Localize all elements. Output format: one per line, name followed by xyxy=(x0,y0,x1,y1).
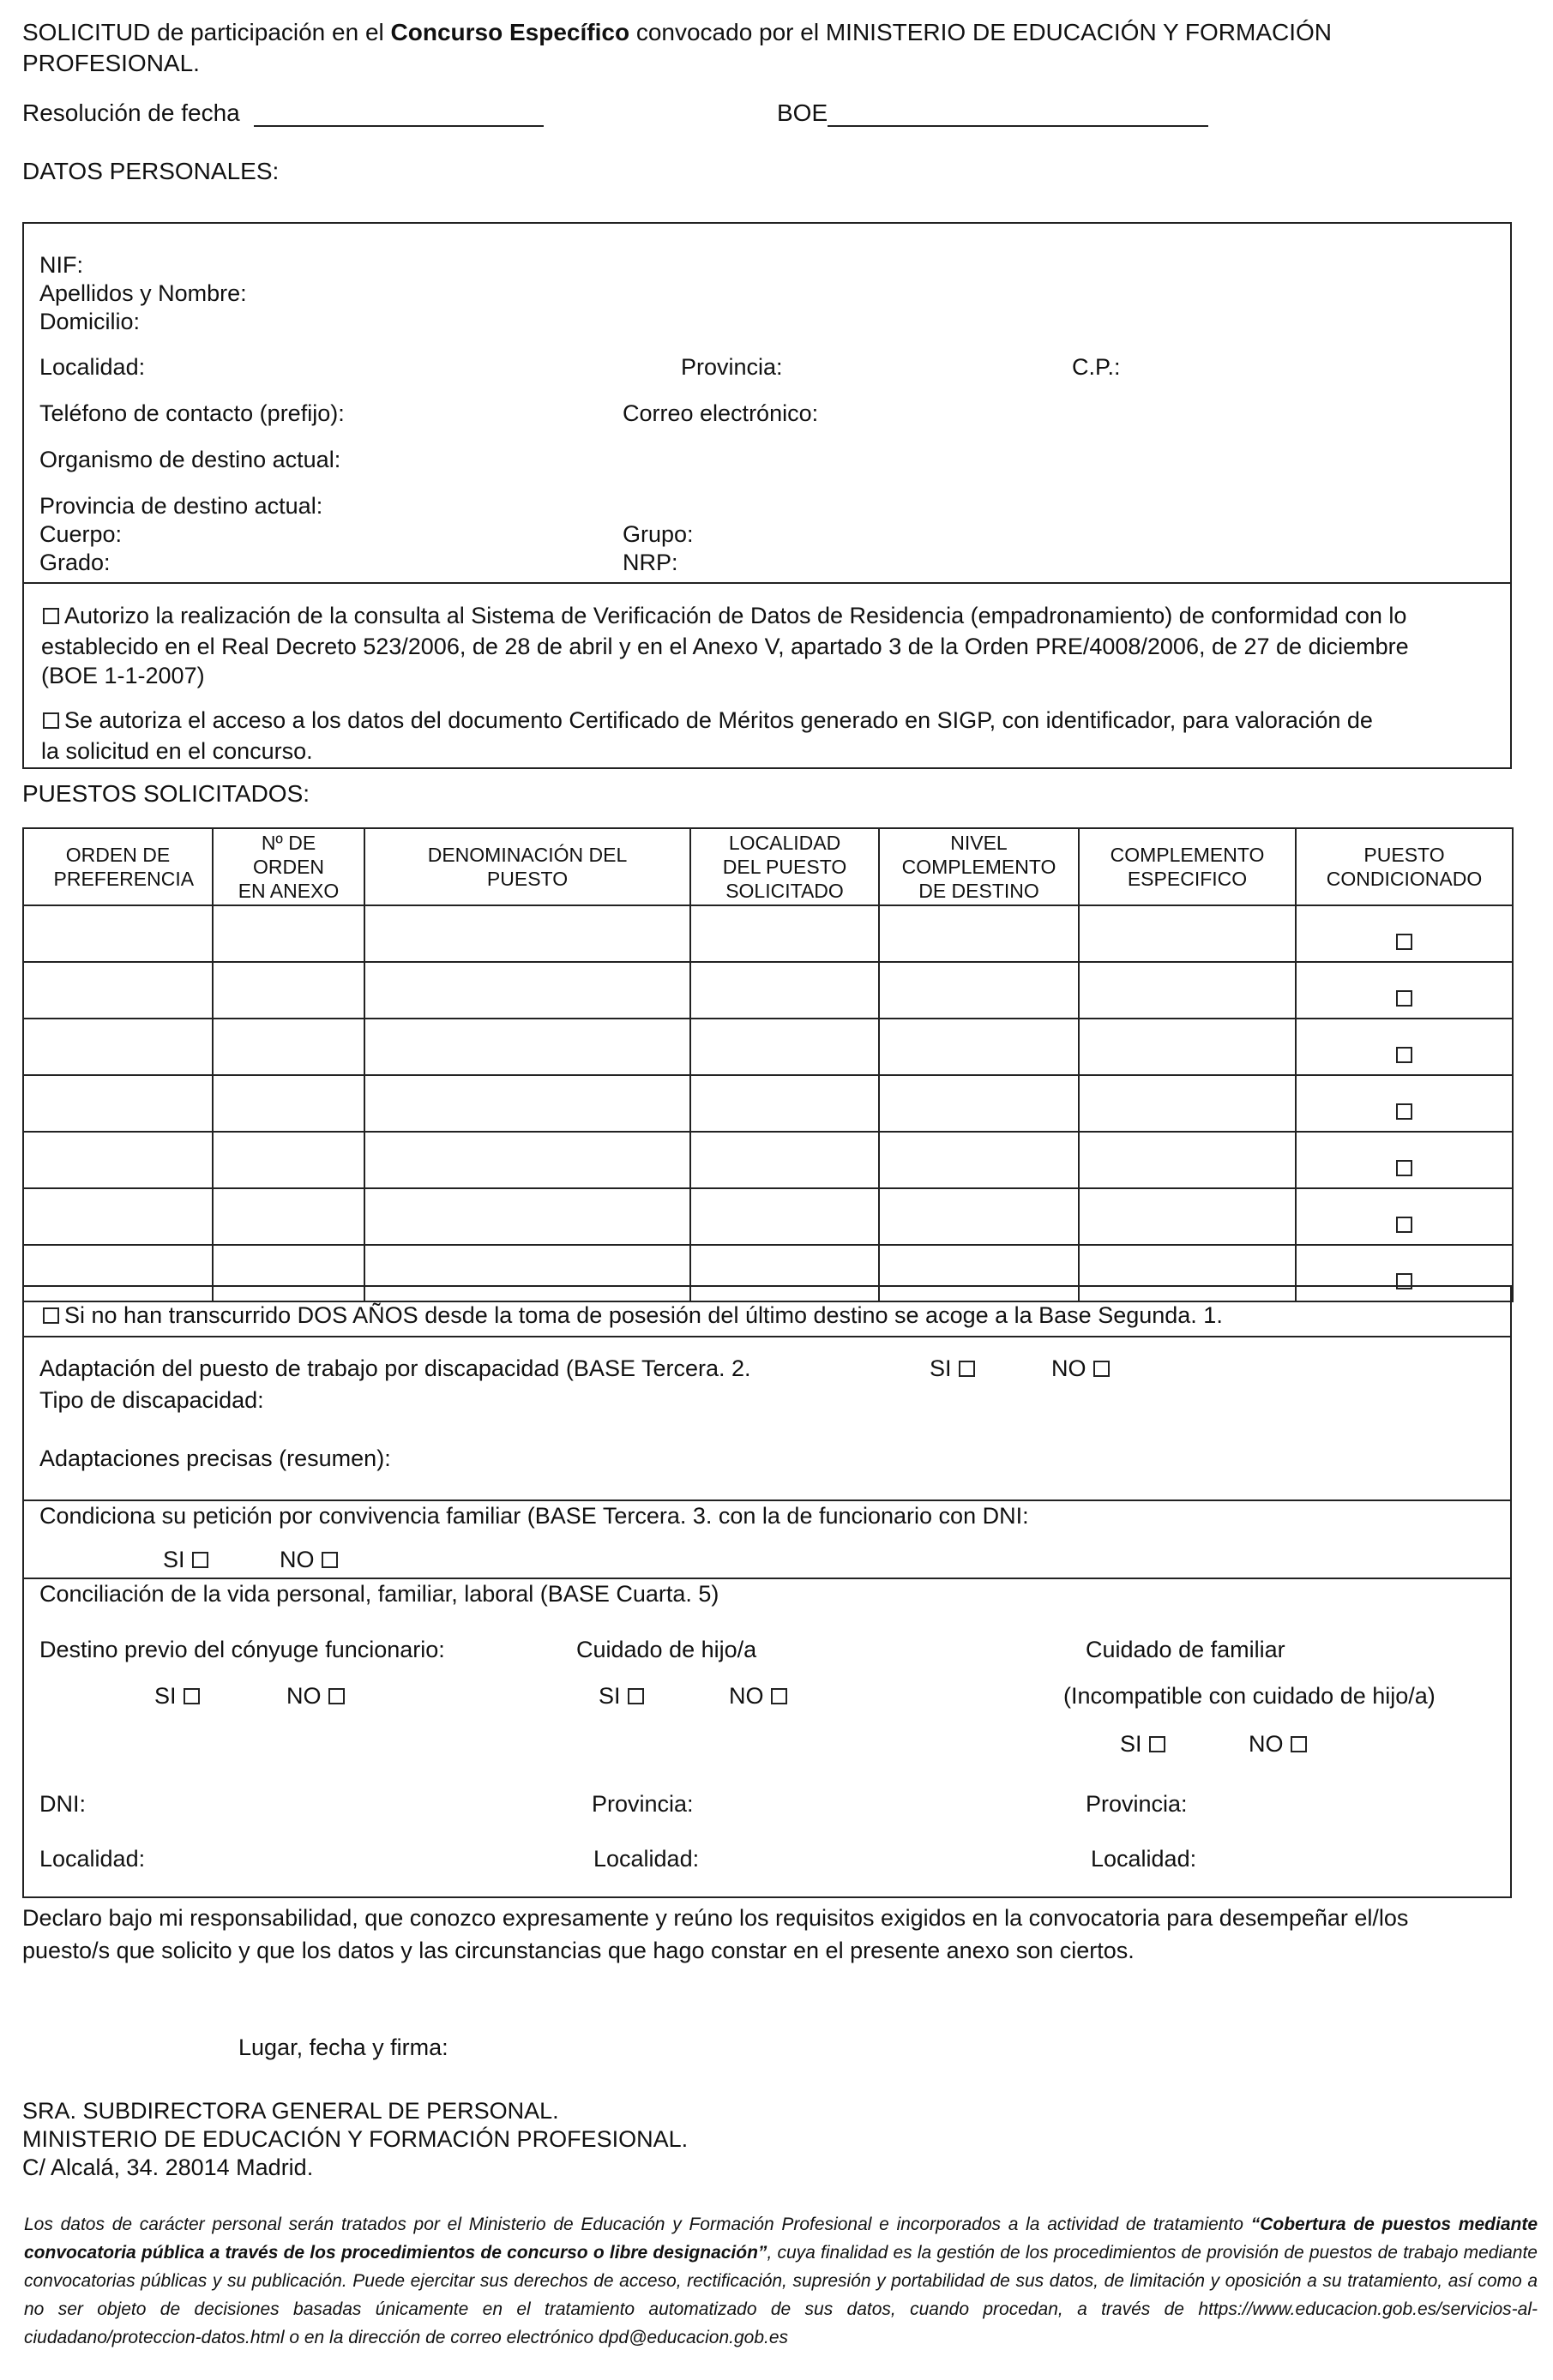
puestos-cell[interactable] xyxy=(364,905,690,962)
conyuge-si xyxy=(154,1682,200,1710)
footer-text-bold: “Cobertura de puestos mediante convocatoria pública a través de los procedimientos de concurso o libre designación” xyxy=(24,2215,1538,2263)
hijo-no-checkbox[interactable] xyxy=(771,1688,787,1704)
adaptacion-si xyxy=(930,1355,975,1382)
col-num-orden-anexo: Nº DE ORDEN EN ANEXO xyxy=(213,828,364,905)
adaptacion-divider xyxy=(22,1500,1512,1501)
puestos-row xyxy=(23,905,1513,962)
col-denominacion: DENOMINACIÓN DEL PUESTO xyxy=(364,828,690,905)
puestos-cell[interactable] xyxy=(879,1075,1079,1132)
puestos-cell[interactable] xyxy=(690,905,879,962)
puestos-cell[interactable] xyxy=(1079,905,1296,962)
puestos-row xyxy=(23,1019,1513,1075)
col-localidad-puesto: LOCALIDAD DEL PUESTO SOLICITADO xyxy=(690,828,879,905)
puestos-header-row xyxy=(23,828,1513,905)
puestos-cell[interactable] xyxy=(364,1132,690,1188)
puestos-cell[interactable] xyxy=(23,1019,213,1075)
boe-text: BOE xyxy=(777,99,828,126)
puestos-row xyxy=(23,1188,1513,1245)
resolucion-label xyxy=(22,99,544,127)
localidad-label[interactable]: Localidad: xyxy=(39,354,146,380)
puesto-condicionado-checkbox[interactable] xyxy=(1396,934,1412,950)
puestos-cell[interactable] xyxy=(1079,1132,1296,1188)
datos-personales-title: DATOS PERSONALES: xyxy=(22,158,280,184)
title-suffix: convocado por el MINISTERIO DE EDUCACIÓN Y FORMACIÓN xyxy=(629,19,1332,45)
col-puesto-condicionado: PUESTO CONDICIONADO xyxy=(1296,828,1513,905)
puestos-cell[interactable] xyxy=(23,905,213,962)
form-title-line2: PROFESIONAL. xyxy=(22,50,200,76)
convivencia-si xyxy=(163,1546,208,1573)
resolucion-fecha-field[interactable] xyxy=(254,103,544,127)
residencia-text-2: establecido en el Real Decreto 523/2006, de 28 de abril y en el Anexo V, apartado 3 de la Orden PRE/4008/2006, de 27 de diciembre xyxy=(41,634,1409,659)
puestos-cell[interactable] xyxy=(879,962,1079,1019)
puestos-table xyxy=(22,827,1514,1302)
incompatible-label: (Incompatible con cuidado de hijo/a) xyxy=(1063,1683,1436,1709)
conyuge-no-checkbox[interactable] xyxy=(328,1688,345,1704)
conyuge-no-label: NO xyxy=(286,1683,322,1709)
cp-label[interactable]: C.P.: xyxy=(1072,354,1121,380)
hijo-no-label: NO xyxy=(729,1683,764,1709)
provincia-destino-label[interactable]: Provincia de destino actual: xyxy=(39,493,323,519)
puestos-cell[interactable] xyxy=(690,962,879,1019)
lugar-fecha-firma[interactable]: Lugar, fecha y firma: xyxy=(238,2034,448,2060)
puestos-cell[interactable] xyxy=(690,1188,879,1245)
dos-anos-text: Si no han transcurrido DOS AÑOS desde la toma de posesión del último destino se acoge a la Base Segunda. 1. xyxy=(64,1302,1223,1328)
convivencia-si-label: SI xyxy=(163,1547,185,1572)
hijo-si xyxy=(599,1682,644,1710)
puestos-cell[interactable] xyxy=(690,1132,879,1188)
puestos-title: PUESTOS SOLICITADOS: xyxy=(22,780,310,807)
otros-box xyxy=(22,1336,1512,1898)
destino-conyuge-label: Destino previo del cónyuge funcionario: xyxy=(39,1637,445,1662)
footer-text-1: Los datos de carácter personal serán tratados por el Ministerio de Educación y Formación Profesional e incorporados a la actividad de tratamiento xyxy=(24,2215,1251,2234)
residencia-text-3: (BOE 1-1-2007) xyxy=(41,663,205,688)
puesto-condicionado-checkbox[interactable] xyxy=(1396,1160,1412,1176)
hijo-localidad-label[interactable]: Localidad: xyxy=(593,1846,700,1872)
puestos-body xyxy=(23,905,1513,1301)
cuidado-familiar-label: Cuidado de familiar xyxy=(1086,1637,1285,1662)
puesto-condicionado-checkbox[interactable] xyxy=(1396,1103,1412,1120)
grupo-label[interactable]: Grupo: xyxy=(623,521,694,547)
familiar-si xyxy=(1120,1730,1165,1758)
convivencia-no xyxy=(280,1546,338,1573)
puestos-cell[interactable] xyxy=(690,1019,879,1075)
nrp-label[interactable]: NRP: xyxy=(623,550,678,575)
puestos-cell[interactable] xyxy=(213,1075,364,1132)
meritos-text-1: Se autoriza el acceso a los datos del documento Certificado de Méritos generado en SIGP, con identificador, para valoración de xyxy=(64,707,1373,733)
adaptacion-no-checkbox[interactable] xyxy=(1093,1361,1110,1377)
puestos-cell[interactable] xyxy=(1079,1019,1296,1075)
proteccion-datos-footer xyxy=(24,2210,1538,2352)
puesto-condicionado-cell[interactable] xyxy=(1296,1132,1513,1188)
convivencia-label: Condiciona su petición por convivencia familiar (BASE Tercera. 3. con la de funcionario con DNI: xyxy=(39,1503,1029,1529)
familiar-no xyxy=(1249,1730,1307,1758)
adaptacion-label: Adaptación del puesto de trabajo por discapacidad (BASE Tercera. 2. xyxy=(39,1355,751,1381)
puestos-cell[interactable] xyxy=(1079,1188,1296,1245)
familiar-no-label: NO xyxy=(1249,1731,1284,1757)
conciliacion-label: Conciliación de la vida personal, familiar, laboral (BASE Cuarta. 5) xyxy=(39,1581,719,1607)
destinatario-line-1: SRA. SUBDIRECTORA GENERAL DE PERSONAL. xyxy=(22,2098,559,2124)
organismo-label[interactable]: Organismo de destino actual: xyxy=(39,447,341,472)
puestos-cell[interactable] xyxy=(23,1132,213,1188)
puesto-condicionado-cell[interactable] xyxy=(1296,1075,1513,1132)
familiar-si-label: SI xyxy=(1120,1731,1142,1757)
dni-label[interactable]: DNI: xyxy=(39,1791,86,1817)
puestos-cell[interactable] xyxy=(364,1188,690,1245)
boe-label xyxy=(777,99,1208,127)
hijo-si-checkbox[interactable] xyxy=(628,1688,644,1704)
meritos-text-2: la solicitud en el concurso. xyxy=(41,738,313,764)
puestos-cell[interactable] xyxy=(364,1075,690,1132)
title-prefix: SOLICITUD de participación en el xyxy=(22,19,391,45)
title-bold: Concurso Específico xyxy=(390,19,630,45)
puestos-cell[interactable] xyxy=(1079,962,1296,1019)
puestos-cell[interactable] xyxy=(879,1019,1079,1075)
destinatario-line-2: MINISTERIO DE EDUCACIÓN Y FORMACIÓN PROFESIONAL. xyxy=(22,2126,689,2152)
puestos-cell[interactable] xyxy=(879,1188,1079,1245)
puestos-row xyxy=(23,1075,1513,1132)
puestos-row xyxy=(23,1132,1513,1188)
footer-text-2: , cuya finalidad es la gestión de los procedimientos de provisión de puestos de trabajo mediante convocatorias públicas y su publicación. Puede ejercitar sus derechos de acceso, rectificación, supresión y portabilidad de sus datos, de limitación y oposición a su tratamiento, así como a no ser objeto de decisiones basadas únicamente en el tratamiento automatizado de sus datos, cuando procedan, a través de https://www.educacion.gob.es/servicios-al-ciudadano/proteccion-datos.html o en la dirección de correo electrónico dpd@educacion.gob.es xyxy=(24,2243,1538,2347)
conyuge-provincia-label[interactable]: Provincia: xyxy=(592,1791,694,1817)
puesto-condicionado-cell[interactable] xyxy=(1296,1188,1513,1245)
residencia-checkbox[interactable] xyxy=(43,608,59,624)
familiar-si-checkbox[interactable] xyxy=(1149,1736,1165,1752)
cuerpo-label[interactable]: Cuerpo: xyxy=(39,521,123,547)
puestos-cell[interactable] xyxy=(364,1019,690,1075)
hijo-si-label: SI xyxy=(599,1683,621,1709)
convivencia-no-label: NO xyxy=(280,1547,315,1572)
resolucion-text: Resolución de fecha xyxy=(22,99,240,126)
conyuge-si-checkbox[interactable] xyxy=(184,1688,200,1704)
puestos-cell[interactable] xyxy=(879,905,1079,962)
puesto-condicionado-checkbox[interactable] xyxy=(1396,990,1412,1007)
adaptacion-si-checkbox[interactable] xyxy=(959,1361,975,1377)
declaracion-text-2: puesto/s que solicito y que los datos y las circunstancias que hago constar en el presente anexo son ciertos. xyxy=(22,1938,1135,1963)
provincia-label[interactable]: Provincia: xyxy=(681,354,783,380)
conyuge-no xyxy=(286,1682,345,1710)
hijo-no xyxy=(729,1682,787,1710)
boe-field[interactable] xyxy=(828,103,1208,127)
tipo-discapacidad-label[interactable]: Tipo de discapacidad: xyxy=(39,1387,264,1413)
familiar-provincia-label[interactable]: Provincia: xyxy=(1086,1791,1188,1817)
dos-anos-checkbox[interactable] xyxy=(43,1307,59,1324)
adaptacion-no-label: NO xyxy=(1051,1355,1086,1381)
col-nivel-complemento: NIVEL COMPLEMENTO DE DESTINO xyxy=(879,828,1079,905)
puestos-cell[interactable] xyxy=(23,962,213,1019)
puestos-cell[interactable] xyxy=(690,1075,879,1132)
convivencia-si-checkbox[interactable] xyxy=(192,1552,208,1568)
col-orden-preferencia: ORDEN DE PREFERENCIA xyxy=(23,828,213,905)
convivencia-no-checkbox[interactable] xyxy=(322,1552,338,1568)
puesto-condicionado-checkbox[interactable] xyxy=(1396,1217,1412,1233)
domicilio-label[interactable]: Domicilio: xyxy=(39,309,141,334)
telefono-label[interactable]: Teléfono de contacto (prefijo): xyxy=(39,400,345,426)
puestos-cell[interactable] xyxy=(213,1132,364,1188)
puesto-condicionado-cell[interactable] xyxy=(1296,905,1513,962)
puestos-cell[interactable] xyxy=(213,1188,364,1245)
destinatario-line-3: C/ Alcalá, 34. 28014 Madrid. xyxy=(22,2155,314,2180)
datos-divider xyxy=(22,582,1512,584)
form-title xyxy=(22,19,1332,46)
puestos-cell[interactable] xyxy=(23,1188,213,1245)
adaptacion-si-label: SI xyxy=(930,1355,952,1381)
puestos-cell[interactable] xyxy=(364,962,690,1019)
apellidos-label[interactable]: Apellidos y Nombre: xyxy=(39,280,247,306)
puesto-condicionado-cell[interactable] xyxy=(1296,1019,1513,1075)
puestos-cell[interactable] xyxy=(1079,1075,1296,1132)
puestos-row xyxy=(23,962,1513,1019)
conyuge-localidad-label[interactable]: Localidad: xyxy=(39,1846,146,1872)
correo-label[interactable]: Correo electrónico: xyxy=(623,400,819,426)
declaracion-text-1: Declaro bajo mi responsabilidad, que conozco expresamente y reúno los requisitos exigidos en la convocatoria para desempeñar el/los xyxy=(22,1905,1409,1931)
nif-label[interactable]: NIF: xyxy=(39,252,83,278)
puestos-cell[interactable] xyxy=(213,905,364,962)
familiar-no-checkbox[interactable] xyxy=(1291,1736,1307,1752)
autoriza-residencia xyxy=(43,602,1406,629)
puestos-cell[interactable] xyxy=(213,1019,364,1075)
puestos-cell[interactable] xyxy=(23,1075,213,1132)
conyuge-si-label: SI xyxy=(154,1683,177,1709)
meritos-checkbox[interactable] xyxy=(43,712,59,729)
adaptaciones-label[interactable]: Adaptaciones precisas (resumen): xyxy=(39,1445,391,1471)
cuidado-hijo-label: Cuidado de hijo/a xyxy=(576,1637,757,1662)
puestos-cell[interactable] xyxy=(879,1132,1079,1188)
autoriza-meritos xyxy=(43,706,1373,734)
familiar-localidad-label[interactable]: Localidad: xyxy=(1091,1846,1197,1872)
adaptacion-no xyxy=(1051,1355,1110,1382)
dos-anos-row xyxy=(43,1301,1223,1329)
puestos-cell[interactable] xyxy=(213,962,364,1019)
col-complemento-especifico: COMPLEMENTO ESPECIFICO xyxy=(1079,828,1296,905)
residencia-text-1: Autorizo la realización de la consulta al Sistema de Verificación de Datos de Residencia (empadronamiento) de conformidad con lo xyxy=(64,603,1407,628)
grado-label[interactable]: Grado: xyxy=(39,550,111,575)
convivencia-divider xyxy=(22,1578,1512,1579)
puesto-condicionado-cell[interactable] xyxy=(1296,962,1513,1019)
puesto-condicionado-checkbox[interactable] xyxy=(1396,1047,1412,1063)
